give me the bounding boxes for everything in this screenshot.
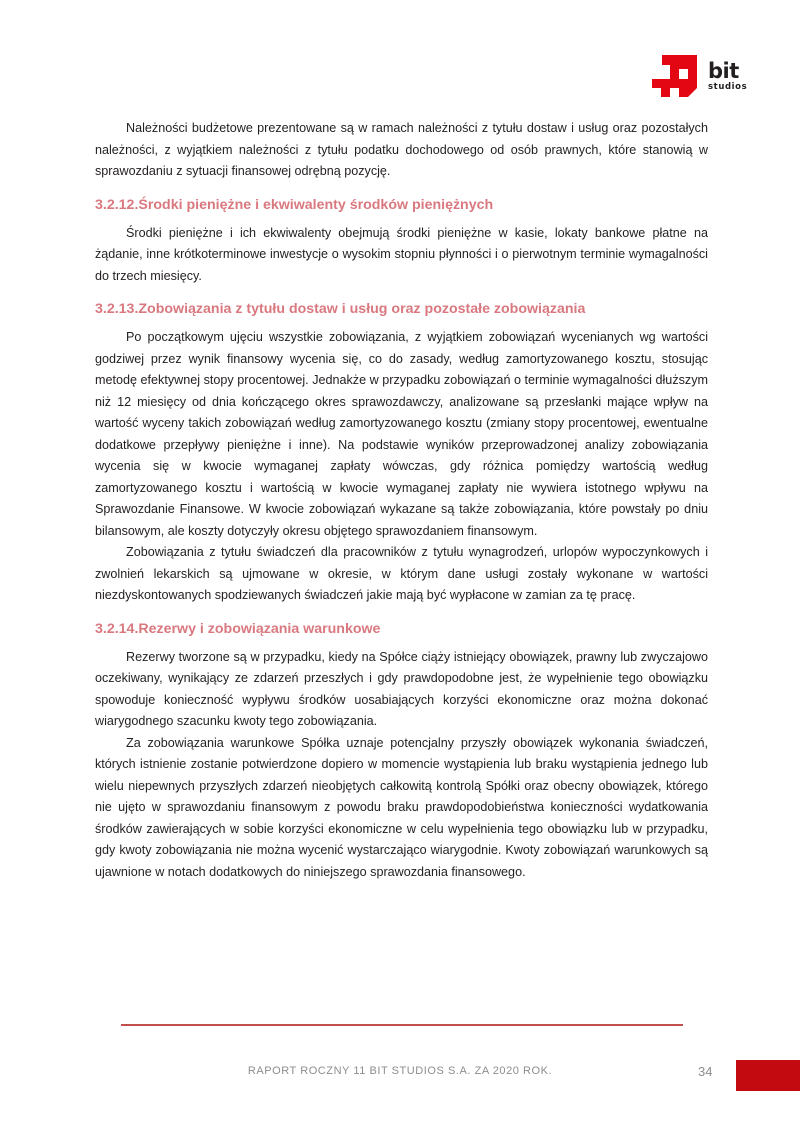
footer-accent-block: [736, 1060, 800, 1091]
page-number: 34: [698, 1064, 713, 1079]
paragraph: Za zobowiązania warunkowe Spółka uznaje potencjalny przyszły obowiązek wykonania świadczeń, których istnienie zostanie potwierdzone dopiero w momencie wystąpienia lub braku wystąpienia jednego lub wielu niepewnych przyszłych zdarzeń nieobjętych całkowitą kontrolą Spółki oraz obecny obowiązek, którego nie ujęto w sprawozdaniu finansowym z powodu braku prawdopodobieństwa konieczności wydatkowania środków zawierających w sobie korzyści ekonomiczne w celu wypełnienia tego obowiązku lub w przypadku, gdy kwoty zobowiązania nie można wycenić wystarczająco wiarygodnie. Kwoty zobowiązań warunkowych są ujawnione w notach dodatkowych do niniejszego sprawozdania finansowego.: [95, 735, 708, 879]
logo-wordmark: [708, 61, 760, 92]
company-logo: [652, 55, 760, 101]
eleven-bit-studios-logo-mark-icon: [652, 55, 704, 97]
section-heading-3-2-14: [95, 619, 708, 640]
section-title: Rezerwy i zobowiązania warunkowe: [138, 620, 381, 637]
paragraph: Środki pieniężne i ich ekwiwalenty obejmują środki pieniężne w kasie, lokaty bankowe płatne na żądanie, inne krótkoterminowe inwestycje o wysokim stopniu płynności i o pierwotnym terminie wymagalności do trzech miesięcy.: [95, 225, 708, 283]
spacer: [95, 183, 708, 195]
footer-divider: [121, 1024, 683, 1026]
paragraph: Rezerwy tworzone są w przypadku, kiedy na Spółce ciąży istniejący obowiązek, prawny lub zwyczajowo oczekiwany, wynikający ze zdarzeń przeszłych i gdy prawdopodobne jest, że wypełnienie tego obowiązku spowoduje konieczność wypływu środków uosabiających korzyści ekonomiczne oraz można dokonać wiarygodnego szacunku kwoty tego zobowiązania.: [95, 649, 708, 728]
section-number: 3.2.12.: [95, 196, 139, 213]
section-number: 3.2.14.: [95, 620, 139, 637]
section-heading-3-2-13: [95, 299, 708, 320]
spacer: [95, 216, 708, 223]
spacer: [95, 640, 708, 647]
section-title: Zobowiązania z tytułu dostaw i usług oraz pozostałe zobowiązania: [138, 301, 586, 317]
footer-report-title: RAPORT ROCZNY 11 BIT STUDIOS S.A. ZA 2020 ROK.: [247, 1065, 553, 1077]
paragraph: Należności budżetowe prezentowane są w ramach należności z tytułu dostaw i usług oraz pozostałych należności, z wyjątkiem należności z tytułu podatku dochodowego od osób prawnych, które stanowią w sprawozdaniu z sytuacji finansowej odrębną pozycję.: [95, 121, 708, 178]
logo-bit-text: bit: [708, 59, 739, 83]
section-heading-3-2-12: [95, 195, 708, 216]
section-number: 3.2.13.: [95, 301, 139, 317]
page-header: [0, 0, 800, 118]
spacer: [95, 320, 708, 327]
logo-studios-text: studios: [708, 82, 748, 92]
paragraph: Zobowiązania z tytułu świadczeń dla pracowników z tytułu wynagrodzeń, urlopów wypoczynkowych i zwolnień lekarskich są ujmowane w okresie, w którym dane usługi zostały wykonane w wartości niezdyskontowanych spodziewanych świadczeń jakie mają być wypłacone w zamian za tę pracę.: [95, 545, 708, 602]
spacer: [95, 287, 708, 299]
spacer: [95, 607, 708, 619]
paragraph: Po początkowym ujęciu wszystkie zobowiązania, z wyjątkiem zobowiązań wycenianych wg wartości godziwej przez wynik finansowy wycenia się, co do zasady, według zamortyzowanego kosztu, stosując metodę efektywnej stopy procentowej. Jednakże w przypadku zobowiązań o terminie wymagalności dłuższym niż 12 miesięcy od dnia kończącego okres sprawozdawczy, analizowane są przesłanki mające wpływ na wartość wyceny takich zobowiązań według zamortyzowanego kosztu (zmiany stopy procentowej, ewentualne dodatkowe przepływy pieniężne i inne). Na podstawie wyników przeprowadzonej analizy zobowiązania wycenia się w kwocie wymaganej zapłaty wówczas, gdy różnica pomiędzy wartością według zamortyzowanego kosztu i wartością w kwocie wymaganej zapłaty nie wywiera istotnego wpływu na Sprawozdanie Finansowe. W kwocie zobowiązań wykazane są także zobowiązania, które powstały po dniu bilansowym, ale koszty dotyczyły okresu objętego sprawozdaniem finansowym.: [95, 330, 708, 538]
page-content: [95, 118, 708, 883]
section-title: Środki pieniężne i ekwiwalenty środków pieniężnych: [138, 196, 494, 213]
